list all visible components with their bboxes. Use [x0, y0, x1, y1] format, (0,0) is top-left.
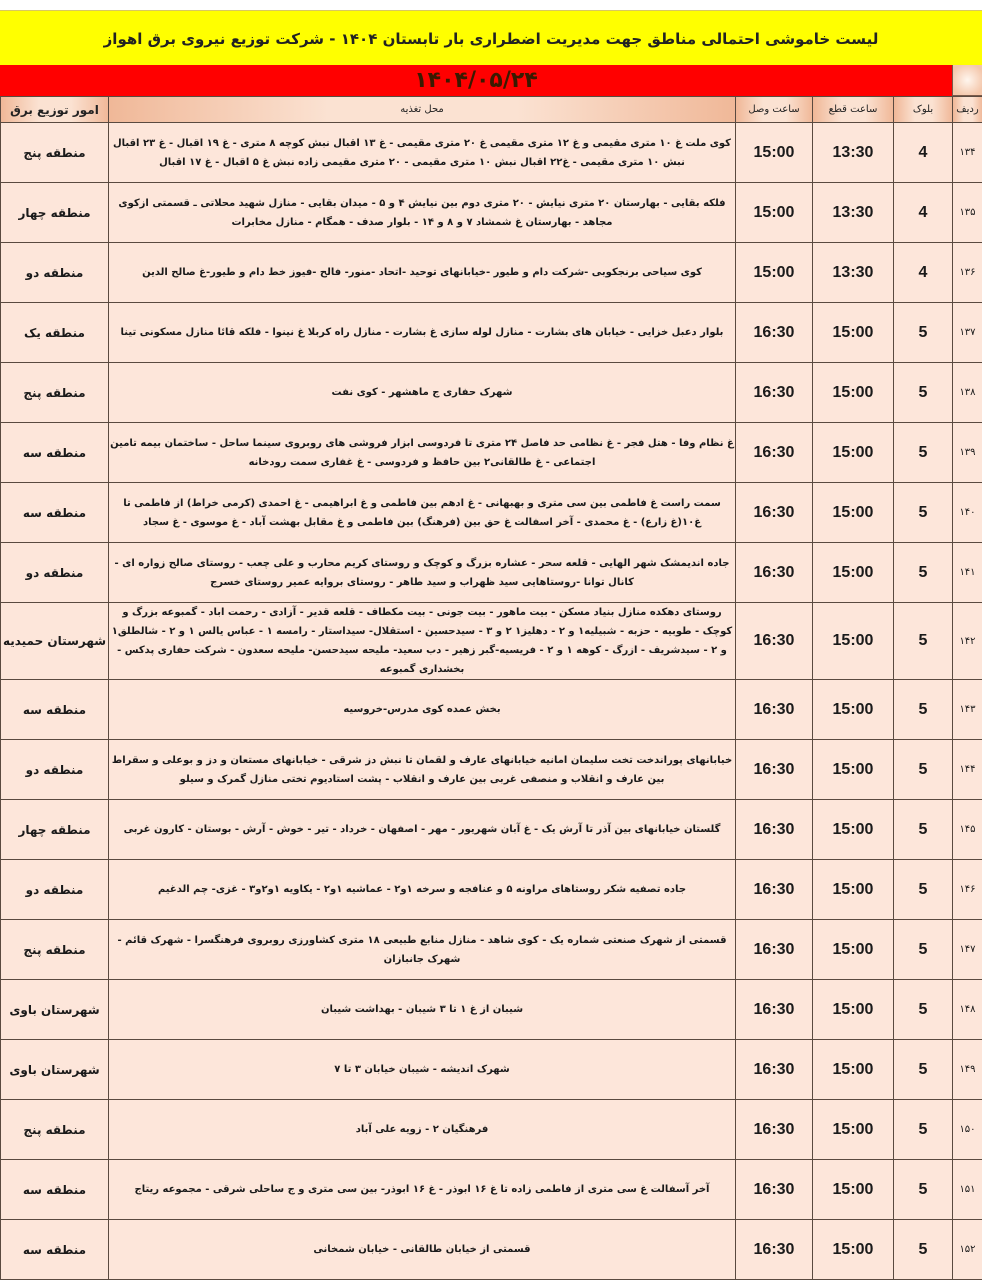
reconnect-time-cell: 16:30 — [736, 423, 813, 483]
table-row — [1, 483, 982, 543]
block-cell: 5 — [894, 1160, 953, 1220]
cut-time-cell: 15:00 — [813, 363, 894, 423]
district-cell: منطقه دو — [1, 543, 109, 603]
district-cell: شهرستان باوی — [1, 1040, 109, 1100]
column-header-row: ردیف — [953, 97, 982, 123]
cut-time-cell: 15:00 — [813, 483, 894, 543]
reconnect-time-cell: 15:00 — [736, 183, 813, 243]
district-cell: منطقه سه — [1, 680, 109, 740]
row-number-cell: ۱۳۴ — [953, 123, 982, 183]
block-cell: 5 — [894, 920, 953, 980]
district-cell: منطقه دو — [1, 860, 109, 920]
location-cell: روستای دهکده منازل بنیاد مسکن - بیت ماهور - بیت جونی - بیت مکطاف - قلعه قدیر - آزادی - رحمت اباد - گمبوعه بزرگ و کوچک - طوبیه - حزبه - شبیلیه۱ و ۲ - دهلیز۱ ۲ و ۳ - سیدحسین - استقلال- سیداستار - رامسه ۱ - عباس یالس ۱ و ۲ - شالطلق۱ و ۲ - سیدشریف - ازرگ - کوهه ۱ و ۲ - فریسیه-گبر زهیر - دب سعید- ملیحه سیدحسن- ملیحه سعدون - شرکت حفاری پدکس - بخشداری گمبوعه — [109, 603, 736, 680]
block-cell: 4 — [894, 183, 953, 243]
district-cell: منطقه سه — [1, 423, 109, 483]
table-row — [1, 980, 982, 1040]
corner-cell — [952, 65, 982, 96]
outage-table — [0, 96, 982, 1280]
location-cell: فلکه بقایی - بهارستان ۲۰ متری نیایش - ۲۰ متری دوم بین نیایش ۴ و ۵ - میدان بقایی - منازل شهید محلاتی ـ قسمتی ازکوی مجاهد - بهارستان غ شمشاد ۷ و ۸ و ۱۴ - بلوار صدف - همگام - منازل مخابرات — [109, 183, 736, 243]
location-cell: شهرک حفاری ج ماهشهر - کوی نفت — [109, 363, 736, 423]
location-cell: جاده اندیمشک شهر الهایی - قلعه سحر - عشاره بزرگ و کوچک و روستای کریم محارب و علی چعب - روستای صالح زواره ای - کانال توانا -روستاهایی سید ظهراب و سید طاهر - روستای بروایه عمیر روستای خسرج — [109, 543, 736, 603]
table-row — [1, 183, 982, 243]
cut-time-cell: 15:00 — [813, 860, 894, 920]
table-row — [1, 603, 982, 680]
cut-time-cell: 15:00 — [813, 1100, 894, 1160]
district-cell: منطقه سه — [1, 1220, 109, 1280]
reconnect-time-cell: 16:30 — [736, 1040, 813, 1100]
cut-time-cell: 15:00 — [813, 800, 894, 860]
table-row — [1, 303, 982, 363]
schedule-date: ۱۴۰۴/۰۵/۲۴ — [414, 68, 538, 93]
district-cell: منطقه دو — [1, 740, 109, 800]
block-cell: 5 — [894, 423, 953, 483]
cut-time-cell: 15:00 — [813, 1220, 894, 1280]
location-cell: بلوار دعبل خزایی - خیابان های بشارت - منازل لوله سازی غ بشارت - منازل راه کربلا غ نینوا - فلکه قائا منازل مسکونی تینا — [109, 303, 736, 363]
column-header-location: محل تغذیه — [109, 97, 736, 123]
district-cell: شهرستان باوی — [1, 980, 109, 1040]
row-number-cell: ۱۴۱ — [953, 543, 982, 603]
table-row — [1, 860, 982, 920]
table-row — [1, 123, 982, 183]
table-row — [1, 1220, 982, 1280]
reconnect-time-cell: 16:30 — [736, 483, 813, 543]
row-number-cell: ۱۴۴ — [953, 740, 982, 800]
location-cell: سمت راست غ فاطمی بین سی متری و بهبهانی - غ ادهم بین فاطمی و غ ابراهیمی - غ احمدی (کرمی خراط) از فاطمی تا غ۱۰(غ زارع) - غ محمدی - آخر اسفالت غ حق بین (فرهنگ) بین فاطمی و غ مقابل بهشت آباد - غ موسوی - غ سجاد — [109, 483, 736, 543]
district-cell: منطقه یک — [1, 303, 109, 363]
row-number-cell: ۱۳۶ — [953, 243, 982, 303]
block-cell: 5 — [894, 543, 953, 603]
reconnect-time-cell: 16:30 — [736, 1100, 813, 1160]
location-cell: شیبان از غ ۱ تا ۳ شیبان - بهداشت شیبان — [109, 980, 736, 1040]
reconnect-time-cell: 16:30 — [736, 740, 813, 800]
reconnect-time-cell: 16:30 — [736, 603, 813, 680]
block-cell: 5 — [894, 363, 953, 423]
district-cell: منطقه پنج — [1, 363, 109, 423]
row-number-cell: ۱۴۰ — [953, 483, 982, 543]
title-banner — [0, 10, 982, 66]
table-row — [1, 243, 982, 303]
cut-time-cell: 13:30 — [813, 183, 894, 243]
row-number-cell: ۱۵۱ — [953, 1160, 982, 1220]
cut-time-cell: 15:00 — [813, 1040, 894, 1100]
table-row — [1, 1100, 982, 1160]
location-cell: شهرک اندیشه - شیبان خیابان ۳ تا ۷ — [109, 1040, 736, 1100]
reconnect-time-cell: 16:30 — [736, 920, 813, 980]
cut-time-cell: 13:30 — [813, 243, 894, 303]
table-row — [1, 543, 982, 603]
block-cell: 5 — [894, 603, 953, 680]
district-cell: منطقه دو — [1, 243, 109, 303]
row-number-cell: ۱۳۹ — [953, 423, 982, 483]
table-row — [1, 800, 982, 860]
row-number-cell: ۱۳۸ — [953, 363, 982, 423]
table-row — [1, 680, 982, 740]
reconnect-time-cell: 16:30 — [736, 1160, 813, 1220]
block-cell: 5 — [894, 1040, 953, 1100]
block-cell: 5 — [894, 483, 953, 543]
table-body — [1, 123, 982, 1280]
location-cell: کوی ملت غ ۱۰ متری مقیمی و غ ۱۲ متری مقیمی غ ۲۰ متری مقیمی - غ ۱۳ اقبال نبش کوچه ۸ متری - غ ۱۹ اقبال - غ ۲۳ اقبال نبش ۱۰ متری مقیمی - غ۲۲ اقبال نبش ۱۰ متری مقیمی - ۲۰ متری مقیمی زاده نبش غ ۵ اقبال - غ ۱۷ اقبال — [109, 123, 736, 183]
table-row — [1, 740, 982, 800]
block-cell: 5 — [894, 980, 953, 1040]
reconnect-time-cell: 15:00 — [736, 243, 813, 303]
column-header-block: بلوک — [894, 97, 953, 123]
row-number-cell: ۱۳۷ — [953, 303, 982, 363]
date-banner — [0, 65, 952, 96]
location-cell: آخر آسفالت غ سی متری از فاطمی زاده تا غ ۱۶ ابوذر - غ ۱۶ ابوذر- بین سی متری و ج ساحلی شرقی - مجموعه ریتاج — [109, 1160, 736, 1220]
reconnect-time-cell: 16:30 — [736, 800, 813, 860]
location-cell: قسمتی از خیابان طالقانی - خیابان شمخانی — [109, 1220, 736, 1280]
district-cell: منطقه سه — [1, 483, 109, 543]
table-header-row — [1, 97, 982, 123]
reconnect-time-cell: 16:30 — [736, 980, 813, 1040]
block-cell: 4 — [894, 123, 953, 183]
district-cell: منطقه پنج — [1, 920, 109, 980]
reconnect-time-cell: 16:30 — [736, 680, 813, 740]
location-cell: غ نظام وفا - هتل فجر - غ نظامی حد فاصل ۲۴ متری تا فردوسی ابزار فروشی های روبروی سینما ساحل - ساختمان بیمه تامین اجتماعی - غ طالقانی۲ بین حافظ و فردوسی - غ غفاری سمت رودخانه — [109, 423, 736, 483]
table-row — [1, 363, 982, 423]
block-cell: 5 — [894, 800, 953, 860]
block-cell: 4 — [894, 243, 953, 303]
reconnect-time-cell: 15:00 — [736, 123, 813, 183]
row-number-cell: ۱۵۲ — [953, 1220, 982, 1280]
column-header-cut: ساعت قطع — [813, 97, 894, 123]
block-cell: 5 — [894, 1220, 953, 1280]
reconnect-time-cell: 16:30 — [736, 860, 813, 920]
location-cell: جاده تصفیه شکر روستاهای مراونه ۵ و عنافجه و سرخه ۱و۲ - عماشیه ۱و۲ - یکاویه ۱و۲و۳ - غزی- چم الدغیم — [109, 860, 736, 920]
district-cell: منطقه سه — [1, 1160, 109, 1220]
cut-time-cell: 15:00 — [813, 680, 894, 740]
row-number-cell: ۱۴۵ — [953, 800, 982, 860]
cut-time-cell: 15:00 — [813, 1160, 894, 1220]
table-row — [1, 423, 982, 483]
cut-time-cell: 15:00 — [813, 980, 894, 1040]
table-row — [1, 920, 982, 980]
location-cell: کوی سیاحی برنجکوبی -شرکت دام و طیور -خیابانهای توحید -اتحاد -منور- فالح -فیوز خط دام و طیور-غ صالح الدین — [109, 243, 736, 303]
cut-time-cell: 13:30 — [813, 123, 894, 183]
reconnect-time-cell: 16:30 — [736, 363, 813, 423]
block-cell: 5 — [894, 860, 953, 920]
location-cell: فرهنگیان ۲ - زویه علی آباد — [109, 1100, 736, 1160]
location-cell: گلستان خیابانهای بین آذر تا آرش یک - غ آبان شهریور - مهر - اصفهان - خرداد - تیر - خوش - آرش - بوستان - کارون غربی — [109, 800, 736, 860]
reconnect-time-cell: 16:30 — [736, 1220, 813, 1280]
district-cell: منطقه چهار — [1, 183, 109, 243]
row-number-cell: ۱۴۲ — [953, 603, 982, 680]
block-cell: 5 — [894, 740, 953, 800]
page-title: لیست خاموشی احتمالی مناطق جهت مدیریت اضطراری بار تابستان ۱۴۰۴ - شرکت توزیع نیروی برق اهواز — [103, 29, 879, 48]
location-cell: خیابانهای پوراندخت تخت سلیمان امانیه خیابانهای عارف و لقمان تا نبش دز شرقی - خیابانهای مستعان و دز و بوعلی و سقراط بین عارف و انقلاب و منصفی غربی بین عارف و انقلاب - پشت استادیوم تختی منازل گمرک و سیلو — [109, 740, 736, 800]
district-cell: منطقه پنج — [1, 1100, 109, 1160]
row-number-cell: ۱۴۶ — [953, 860, 982, 920]
block-cell: 5 — [894, 303, 953, 363]
cut-time-cell: 15:00 — [813, 920, 894, 980]
cut-time-cell: 15:00 — [813, 423, 894, 483]
row-number-cell: ۱۴۳ — [953, 680, 982, 740]
column-header-reconnect: ساعت وصل — [736, 97, 813, 123]
date-row — [0, 65, 982, 96]
cut-time-cell: 15:00 — [813, 303, 894, 363]
block-cell: 5 — [894, 680, 953, 740]
row-number-cell: ۱۵۰ — [953, 1100, 982, 1160]
table-row — [1, 1040, 982, 1100]
row-number-cell: ۱۳۵ — [953, 183, 982, 243]
row-number-cell: ۱۴۹ — [953, 1040, 982, 1100]
block-cell: 5 — [894, 1100, 953, 1160]
cut-time-cell: 15:00 — [813, 603, 894, 680]
location-cell: بخش عمده کوی مدرس-خروسیه — [109, 680, 736, 740]
reconnect-time-cell: 16:30 — [736, 543, 813, 603]
row-number-cell: ۱۴۷ — [953, 920, 982, 980]
district-cell: شهرستان حمیدیه — [1, 603, 109, 680]
location-cell: قسمتی از شهرک صنعتی شماره یک - کوی شاهد - منازل منابع طبیعی ۱۸ متری کشاورزی روبروی فرهنگسرا - شهرک قائم - شهرک جانبازان — [109, 920, 736, 980]
reconnect-time-cell: 16:30 — [736, 303, 813, 363]
row-number-cell: ۱۴۸ — [953, 980, 982, 1040]
district-cell: منطقه چهار — [1, 800, 109, 860]
district-cell: منطقه پنج — [1, 123, 109, 183]
cut-time-cell: 15:00 — [813, 543, 894, 603]
cut-time-cell: 15:00 — [813, 740, 894, 800]
table-row — [1, 1160, 982, 1220]
column-header-district: امور توزیع برق — [1, 97, 109, 123]
